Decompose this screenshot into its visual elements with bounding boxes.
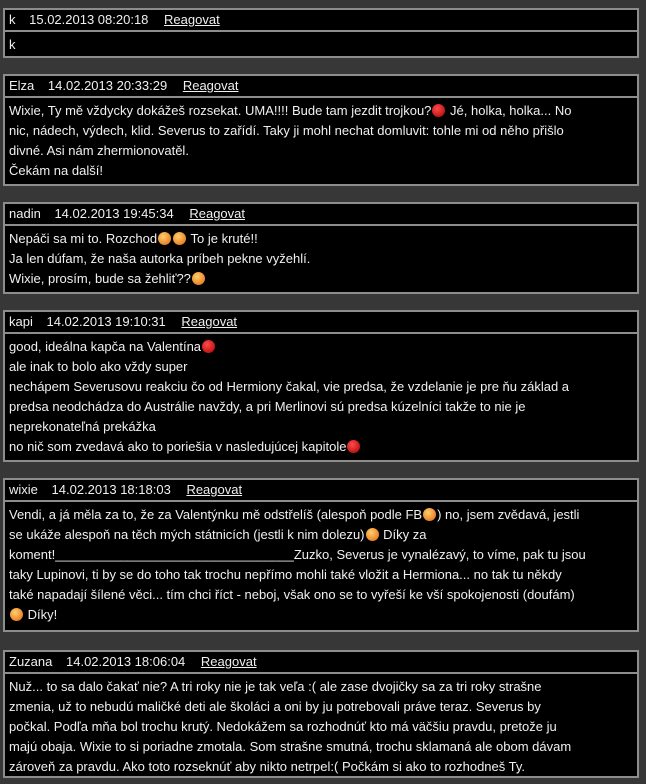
comment-card xyxy=(3,202,639,294)
comment-line: Díky za xyxy=(379,527,427,542)
comment-header xyxy=(5,76,637,98)
comment-author: nadin xyxy=(9,206,41,221)
comment-line: počkal. Podľa mňa bol trochu krutý. Nedokážem sa rozhodnúť kto má väčšiu pravdu, pretože ju xyxy=(9,719,557,734)
comment-line: predsa neodchádza do Austrálie navždy, a pri Merlinovi sú predsa kúzelníci takže to nie je xyxy=(9,399,526,414)
comment-body xyxy=(5,98,637,184)
comment-body xyxy=(5,32,637,58)
comment-line: Nuž... to sa dalo čakať nie? A tri roky nie je tak veľa :( ale zase dvojičky sa za tri roky strašne xyxy=(9,679,542,694)
reply-link[interactable]: Reagovat xyxy=(164,12,220,27)
devil-emoticon-icon xyxy=(202,340,215,353)
comment-line: majú obaja. Wixie to si poriadne zmotala. Som strašne smutná, trochu sklamaná ale obom dávam xyxy=(9,739,572,754)
comment-header xyxy=(5,10,637,32)
devil-emoticon-icon xyxy=(432,104,445,117)
comment-line: Čekám na další! xyxy=(9,163,103,178)
comment-header xyxy=(5,480,637,502)
comment-line: divné. Asi nám zhermionovatěl. xyxy=(9,143,189,158)
comment-line: Wixie, prosím, bude sa žehliť?? xyxy=(9,271,191,286)
comment-author: Elza xyxy=(9,78,35,93)
reply-link[interactable]: Reagovat xyxy=(182,78,239,93)
comment-date: 14.02.2013 19:45:34 xyxy=(54,206,174,221)
comment-author: Zuzana xyxy=(9,654,53,669)
comment-line: To je kruté!! xyxy=(187,231,258,246)
reply-link[interactable]: Reagovat xyxy=(189,206,245,221)
comment-body xyxy=(5,674,637,780)
comment-line: zároveň za pravdu. Ako toto rozseknúť aby nikto netrpel:( Počkám si ako to rozhodneš Ty. xyxy=(9,759,526,774)
comment-line: také napadají šílené věci... tím chci říct - neboj, však ono se to vyřeší ke vší spokojenosti (doufám) xyxy=(9,587,575,602)
comment-line: se ukáže alespoň na těch mých státnicích (jestli k nim dolezu) xyxy=(9,527,365,542)
comment-body xyxy=(5,502,637,628)
comment-line: koment!_________________________________Zuzko, Severus je vynalézavý, to víme, pak tu jsou xyxy=(9,547,586,562)
comment-body xyxy=(5,226,637,292)
comment-date: 14.02.2013 18:06:04 xyxy=(66,654,186,669)
smile-emoticon-icon xyxy=(423,508,436,521)
comment-line: zmenia, už to nebudú maličké deti ale školáci a oni by ju potrebovali práve teraz. Severus by xyxy=(9,699,541,714)
comment-card xyxy=(3,74,639,186)
comment-card xyxy=(3,310,639,462)
reply-link[interactable]: Reagovat xyxy=(186,482,243,497)
comment-line: ale inak to bolo ako vždy super xyxy=(9,359,188,374)
crying-emoticon-icon xyxy=(173,232,186,245)
comment-line: ) no, jsem zvědavá, jestli xyxy=(437,507,580,522)
comment-author: k xyxy=(9,12,16,27)
comment-date: 14.02.2013 18:18:03 xyxy=(51,482,171,497)
sad-emoticon-icon xyxy=(192,272,205,285)
comment-line: no nič som zvedavá ako to poriešia v nasledujúcej kapitole xyxy=(9,439,347,454)
comment-line: Ja len dúfam, že naša autorka príbeh pekne vyžehlí. xyxy=(9,251,311,266)
comment-header xyxy=(5,312,637,334)
devil-emoticon-icon xyxy=(347,440,360,453)
comment-card xyxy=(3,650,639,778)
comment-header xyxy=(5,652,637,674)
comment-card xyxy=(3,8,639,58)
smile-emoticon-icon xyxy=(10,608,23,621)
reply-link[interactable]: Reagovat xyxy=(200,654,257,669)
crying-emoticon-icon xyxy=(158,232,171,245)
comment-author: wixie xyxy=(9,482,38,497)
comment-line: Wixie, Ty mě vždycky dokážeš rozsekat. UMA!!!! Bude tam jezdit trojkou? xyxy=(9,103,432,118)
comment-date: 15.02.2013 08:20:18 xyxy=(29,12,149,27)
comment-line: nic, nádech, výdech, klid. Severus to zařídí. Taky ji mohl nechat domluvit: tohle mi od něho přišlo xyxy=(9,123,564,138)
comment-card xyxy=(3,478,639,632)
comment-date: 14.02.2013 20:33:29 xyxy=(47,78,168,93)
comment-line: Vendi, a já měla za to, že za Valentýnku mě odstřelíš (alespoň podle FB xyxy=(9,507,423,522)
comment-line: good, ideálna kapča na Valentína xyxy=(9,339,202,354)
comment-line: Díky! xyxy=(24,607,58,622)
comment-date: 14.02.2013 19:10:31 xyxy=(46,314,166,329)
comment-line: neprekonateľná prekážka xyxy=(9,419,156,434)
smile-emoticon-icon xyxy=(366,528,379,541)
comment-header xyxy=(5,204,637,226)
comment-author: kapi xyxy=(9,314,33,329)
comment-line: k xyxy=(9,37,16,52)
reply-link[interactable]: Reagovat xyxy=(181,314,238,329)
comment-line: taky Lupinovi, ti by se do toho tak trochu nepřímo mohli také vložit a Hermiona... no tak tu někdy xyxy=(9,567,562,582)
comment-line: nechápem Severusovu reakciu čo od Hermiony čakal, vie predsa, že vzdelanie je pre ňu základ a xyxy=(9,379,570,394)
comment-line: Nepáči sa mi to. Rozchod xyxy=(9,231,158,246)
comment-body xyxy=(5,334,637,460)
comment-line: Jé, holka, holka... No xyxy=(446,103,572,118)
